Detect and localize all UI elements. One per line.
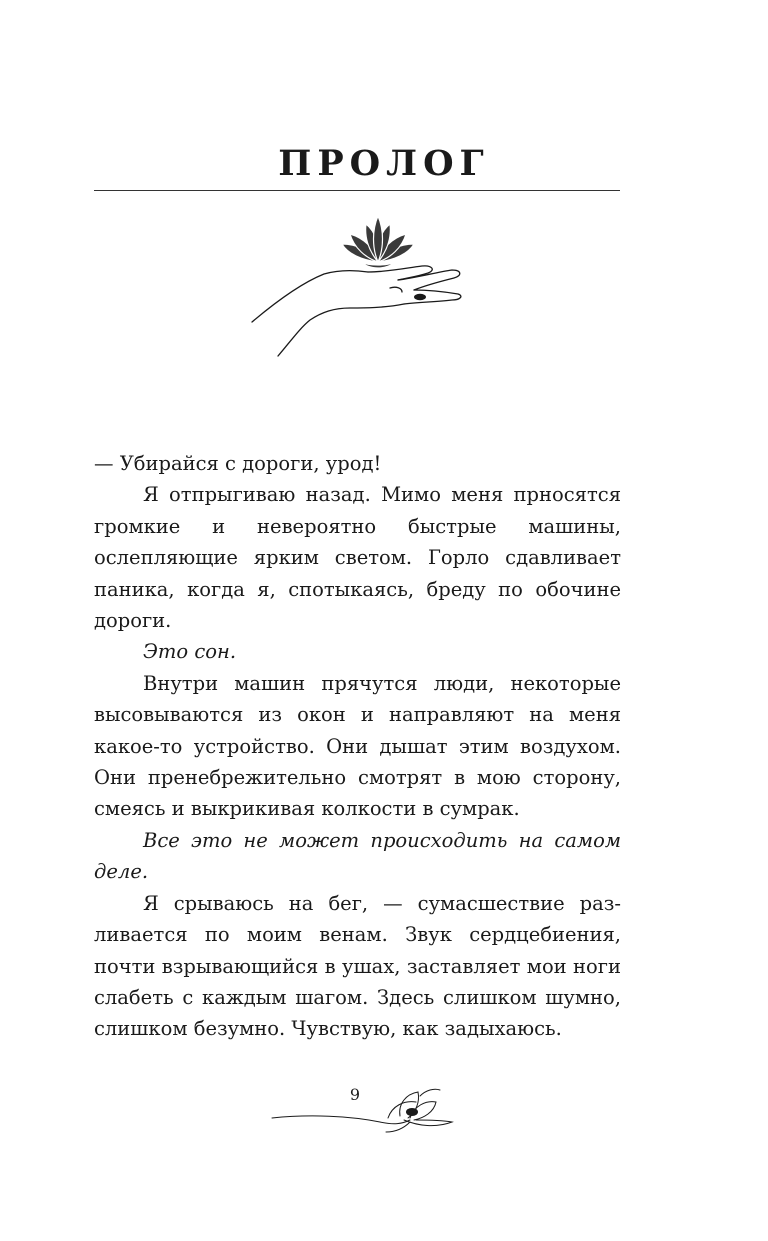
page-number: 9 — [349, 1085, 361, 1104]
paragraph-6: Я срываюсь на бег, — сумасшествие разливается по моим венам. Звук сердцебиения, почти взрывающийся в ушах, заставляет мои ноги слабеть с каждым шагом. Здесь слишком шумно, слишком безумно. Чувствую, как задыхаюсь. — [94, 891, 621, 1041]
paragraph-5: Все это не может происходить на самом деле. — [94, 828, 621, 884]
title-divider — [94, 190, 620, 191]
paragraph-4: Внутри машин прячутся люди, некоторые высовываются из окон и направляют на меня какое-то устройство. Они дышат этим воздухом. Они пренебрежительно смотрят в мою сторону, смеясь и выкрикивая колкости в сумрак. — [94, 671, 621, 821]
lotus-on-hand-icon — [238, 204, 478, 364]
lotus-flourish-icon — [270, 1076, 470, 1136]
chapter-body — [94, 448, 621, 1045]
paragraph-2: Я отпрыгиваю назад. Мимо меня прносятся громкие и невероятно быстрые машины, ослепляющие ярким светом. Горло сдавливает паника, когда я, спотыкаясь, бреду по обочине дороги. — [94, 483, 621, 633]
paragraph-1: — Убирайся с дороги, урод! — [94, 452, 382, 475]
chapter-title: ПРОЛОГ — [278, 143, 490, 184]
paragraph-3: Это сон. — [143, 640, 237, 664]
